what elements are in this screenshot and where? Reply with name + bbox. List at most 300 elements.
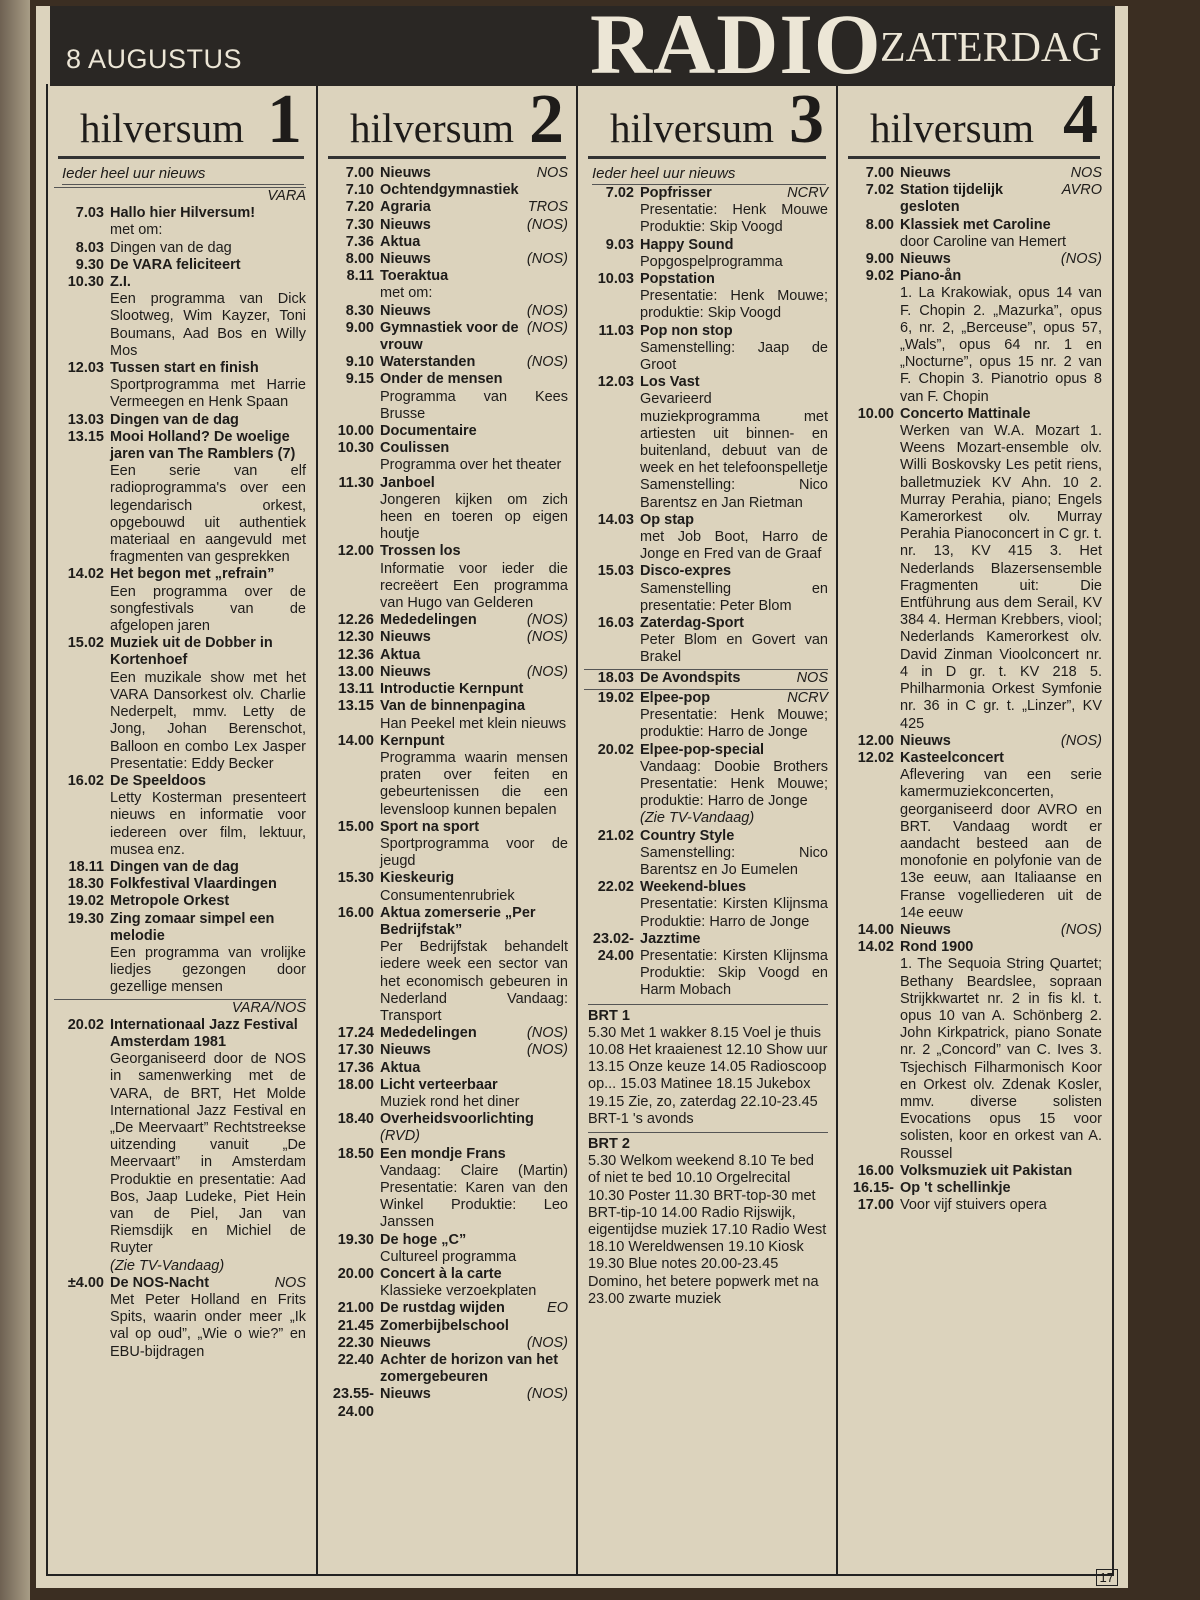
- banner-title: RADIO: [590, 6, 882, 86]
- program-description: Presentatie: Kirsten Klijnsma Produktie: Skip Voogd en Harm Mobach: [640, 947, 828, 999]
- program-title-line: [380, 371, 568, 388]
- program-entry: [324, 165, 568, 182]
- program-title: De Avondspits: [640, 669, 741, 686]
- program-time: 11.03: [598, 322, 634, 339]
- program-time: 13.11: [338, 681, 374, 698]
- program-body: [640, 690, 828, 742]
- broadcaster-tag: (NOS): [526, 251, 568, 268]
- program-time: 7.03: [75, 205, 104, 222]
- program-entry: [324, 1060, 568, 1077]
- program-time: 9.03: [605, 236, 634, 253]
- program-title: Internationaal Jazz Festival Amsterdam 1981: [110, 1016, 298, 1050]
- program-entry: [324, 182, 568, 199]
- program-time: 10.30: [337, 440, 374, 457]
- program-entry: [324, 1077, 568, 1111]
- program-title-line: [380, 320, 568, 354]
- program-body: [110, 205, 306, 239]
- program-title-line: [110, 911, 306, 945]
- program-time: 15.03: [597, 563, 634, 580]
- program-title-line: [110, 360, 306, 377]
- program-title: Gymnastiek voor de vrouw: [380, 319, 519, 354]
- program-time: 12.03: [597, 374, 634, 391]
- program-title-line: [640, 670, 828, 687]
- brt2-text: 5.30 Welkom weekend 8.10 Te bed of niet te bed 10.10 Orgelrecital 10.30 Poster 11.30 BRT-top-30 met BRT-tip-10 14.00 Radio Rijswijk, eigentijdse muziek 17.10 Radio West 18.10 Wereldwensen 19.10 Kiosk 19.30 Blue notes 20.00-23.45 Domino, het betere popwerk met na 23.00 zwarte muziek: [588, 1153, 827, 1307]
- program-time: 9.00: [345, 319, 374, 336]
- program-note: (Zie TV-Vandaag): [110, 1257, 225, 1274]
- program-title: Dingen van de dag: [110, 411, 239, 428]
- program-title: Op stap: [640, 511, 694, 528]
- program-body: [380, 733, 568, 819]
- program-title-line: [900, 165, 1102, 182]
- program-entry: [324, 1300, 568, 1317]
- program-entry: [584, 931, 828, 1000]
- program-body: [640, 615, 828, 667]
- program-title: Achter de horizon van het zomergebeuren: [380, 1352, 559, 1386]
- station-number: 1: [267, 86, 302, 158]
- program-description: Werken van W.A. Mozart 1. Weens Mozart-ensemble olv. Willi Boskovsky Les petit riens, balletmuziek KV Ahn. 10 2. Murray Perahia, piano; Engels Kamerorkest olv. Murray Perahia Pianoconcert in C gr. t. nr. 13, KV 415 3. Het Nederlands Blazersensemble Fragmenten uit: Die Entführung aus dem Serail, KV 384 4. Herman Krebbers, viool; Nederlands Kamerorkest olv. David Zinman Vioolconcert nr. 4 in D gr. t. KV 218 5. Philharmonia Orkest Symfonie nr. 36 in C gr. t. „Linzer”, KV 425: [900, 423, 1102, 732]
- program-description: Met Peter Holland en Frits Spits, waarin onder meer „Ik val op oud”, „Wie o wie?” en EBU-bijdragen: [110, 1292, 306, 1360]
- program-time: 21.02: [597, 827, 634, 844]
- program-title: Kieskeurig: [380, 870, 455, 887]
- program-entry: [324, 1386, 568, 1420]
- program-time: 12.02: [857, 749, 894, 766]
- program-time: 20.02: [597, 741, 634, 758]
- program-title: Het begon met „refrain”: [110, 566, 275, 583]
- program-entry: [844, 182, 1102, 216]
- station-header: [848, 86, 1100, 159]
- program-entry: [584, 689, 828, 742]
- program-title: Mooi Holland? De woelige jaren van The Ramblers (7): [110, 428, 296, 463]
- program-time: 14.00: [337, 732, 374, 749]
- program-time: 7.20: [345, 199, 374, 216]
- program-entry: [54, 1275, 306, 1361]
- program-entry: [54, 274, 306, 360]
- program-time: 16.00: [857, 1162, 894, 1179]
- program-entry: [324, 819, 568, 871]
- program-title: Weekend-blues: [640, 879, 747, 896]
- program-title: Nieuws: [380, 1386, 431, 1403]
- station-name: hilversum: [610, 105, 774, 151]
- program-title: Zing zomaar simpel een melodie: [110, 910, 275, 944]
- program-title-line: [640, 374, 828, 391]
- program-entry: [324, 647, 568, 664]
- program-body: [900, 1180, 1102, 1214]
- program-title: Rond 1900: [900, 939, 974, 956]
- program-body: [110, 1275, 306, 1361]
- program-time: 12.26: [337, 612, 374, 629]
- program-body: [640, 185, 828, 237]
- program-entry: [844, 268, 1102, 406]
- program-title: De NOS-Nacht: [110, 1274, 210, 1291]
- program-body: [380, 199, 568, 216]
- program-body: [110, 1017, 306, 1275]
- program-title: Trossen los: [380, 543, 461, 560]
- program-description: Letty Kosterman presenteert nieuws en informatie voor iedereen over film, lektuur, musea enz.: [110, 790, 306, 858]
- program-entry: [324, 440, 568, 474]
- program-title: Aktua: [380, 646, 421, 663]
- program-title-line: [900, 251, 1102, 268]
- program-entry: [54, 911, 306, 997]
- program-time: 9.30: [75, 256, 104, 273]
- program-title: Documentaire: [380, 423, 477, 440]
- program-description: Programma van Kees Brusse: [380, 388, 568, 422]
- program-time: 10.00: [857, 405, 894, 422]
- program-title: Country Style: [640, 827, 735, 844]
- program-body: [900, 922, 1102, 939]
- program-body: [900, 217, 1102, 251]
- program-description: Vandaag: Doobie Brothers Presentatie: Henk Mouwe; produktie: Harro de Jonge: [640, 758, 828, 810]
- program-title: Elpee-pop-special: [640, 741, 765, 758]
- station-header: [58, 86, 304, 159]
- program-title-line: [380, 1335, 568, 1352]
- program-title-line: [900, 268, 1102, 285]
- program-entry: [54, 1017, 306, 1275]
- broadcaster-tag: (NOS): [526, 629, 568, 646]
- program-body: [640, 670, 828, 687]
- program-body: [380, 475, 568, 544]
- program-title: Z.I.: [110, 274, 131, 291]
- program-title-line: [380, 870, 568, 887]
- station-name: hilversum: [870, 105, 1034, 151]
- station-name: hilversum: [350, 105, 514, 151]
- program-entry: [324, 268, 568, 302]
- program-time: 7.10: [345, 182, 374, 199]
- program-description: Samenstelling en presentatie: Peter Blom: [640, 580, 828, 614]
- program-body: [110, 429, 306, 567]
- program-title-line: [380, 234, 568, 251]
- program-body: [380, 1266, 568, 1300]
- program-description: Informatie voor ieder die recreëert Een programma van Hugo van Gelderen: [380, 560, 568, 612]
- program-title-line: [640, 931, 828, 948]
- program-title: Mededelingen: [380, 612, 477, 629]
- program-entry: [54, 876, 306, 893]
- broadcaster-tag: (NOS): [526, 216, 568, 233]
- adjacent-page-edge: [0, 0, 30, 1600]
- station-number: 4: [1063, 86, 1098, 158]
- program-title: Nieuws: [380, 251, 431, 268]
- program-time: 8.03: [75, 239, 104, 256]
- program-title-line: [640, 271, 828, 288]
- program-title-line: [380, 354, 568, 371]
- program-body: [110, 876, 306, 893]
- program-title: Los Vast: [640, 374, 700, 391]
- program-entry: [324, 905, 568, 1025]
- program-time: 9.10: [345, 354, 374, 371]
- program-entry: [844, 165, 1102, 182]
- program-time: 15.02: [67, 635, 104, 652]
- brt1-block: [588, 1004, 828, 1128]
- program-time: 8.30: [345, 302, 374, 319]
- program-title-line: [380, 681, 568, 698]
- program-time: 12.30: [337, 629, 374, 646]
- program-description: Cultureel programma: [380, 1248, 517, 1265]
- broadcaster-tag: NCRV: [787, 185, 828, 201]
- program-entry: [54, 240, 306, 257]
- program-title: Op 't schellinkje: [900, 1179, 1011, 1196]
- program-title-line: [380, 1232, 568, 1249]
- program-body: [380, 217, 568, 234]
- program-entry: [584, 512, 828, 564]
- program-entry: [584, 374, 828, 512]
- program-title-line: [380, 664, 568, 681]
- program-entry: [324, 371, 568, 423]
- program-title-line: [640, 690, 828, 707]
- broadcaster-tag: EO: [547, 1300, 568, 1317]
- program-entry: [54, 773, 306, 859]
- program-title: Dingen van de dag: [110, 858, 239, 875]
- program-time: 12.36: [337, 646, 374, 663]
- program-title-line: [640, 237, 828, 254]
- program-body: [110, 773, 306, 859]
- program-list: [838, 165, 1110, 1214]
- program-time: 19.30: [337, 1231, 374, 1248]
- program-title: Jazztime: [640, 930, 701, 947]
- program-body: [900, 750, 1102, 922]
- program-title: Concert à la carte: [380, 1266, 502, 1282]
- program-time: 11.30: [338, 474, 374, 491]
- program-body: [110, 859, 306, 876]
- broadcaster-tag: (NOS): [526, 319, 568, 336]
- program-description: Samenstelling: Nico Barentsz en Jo Eumelen: [640, 844, 828, 878]
- program-description: Per Bedrijfstak behandelt iedere week een sector van het economisch gebeuren in Nederland Vandaag: Transport: [380, 939, 568, 1024]
- news-intro: Ieder heel uur nieuws: [62, 165, 304, 185]
- program-entry: [324, 664, 568, 681]
- station-header: [588, 86, 826, 159]
- program-title-line: [380, 612, 568, 629]
- program-description: Peter Blom en Govert van Brakel: [640, 632, 828, 666]
- program-time: 21.00: [337, 1300, 374, 1317]
- program-title: Onder de mensen: [380, 371, 503, 388]
- program-title-line: [380, 698, 568, 715]
- program-note: (Zie TV-Vandaag): [640, 810, 755, 827]
- program-description: Muziek rond het diner: [380, 1093, 520, 1110]
- column-hilversum-3: [576, 86, 836, 1576]
- program-entry: [324, 1335, 568, 1352]
- program-time: 7.02: [605, 185, 634, 201]
- program-title: Aktua zomerserie „Per Bedrijfstak”: [380, 904, 536, 938]
- program-entry: [844, 733, 1102, 750]
- program-time: 16.15-17.00: [852, 1179, 894, 1214]
- program-description: Vandaag: Claire (Martin) Presentatie: Karen van den Winkel Produktie: Leo Janssen: [380, 1162, 568, 1231]
- program-title: Nieuws: [380, 1334, 431, 1351]
- program-entry: [844, 750, 1102, 922]
- program-time: 14.03: [597, 511, 634, 528]
- program-time: 8.11: [346, 268, 374, 285]
- program-entry: [584, 742, 828, 828]
- broadcaster-tag: (NOS): [526, 302, 568, 319]
- program-title-line: [110, 429, 306, 463]
- program-title-line: [110, 274, 306, 291]
- brt2-block: [588, 1132, 828, 1308]
- program-title-line: [380, 440, 568, 457]
- program-title-line: [900, 733, 1102, 750]
- program-title: Elpee-pop: [640, 689, 711, 706]
- program-body: [900, 165, 1102, 182]
- program-entry: [54, 412, 306, 429]
- program-title-line: [900, 182, 1102, 216]
- program-body: [900, 268, 1102, 406]
- program-body: [380, 905, 568, 1025]
- program-description: Presentatie: Henk Mouwe; produktie: Skip Voogd: [640, 288, 828, 322]
- program-body: [110, 566, 306, 635]
- program-time: 18.40: [337, 1111, 374, 1128]
- program-entry: [584, 237, 828, 271]
- broadcaster-label: VARA/NOS: [54, 999, 306, 1017]
- program-time: 14.02: [67, 566, 104, 583]
- program-title-line: [110, 876, 306, 893]
- program-title-line: [900, 1163, 1102, 1180]
- program-title-line: [380, 1060, 568, 1077]
- program-title-line: [110, 773, 306, 790]
- program-title: Overheidsvoorlichting: [380, 1111, 534, 1128]
- program-description: Een muzikale show met het VARA Dansorkest olv. Charlie Nederpelt, mmv. Letty de Jong, Johan Berenschot, Balloon en combo Lex Jasper Presentatie: Eddy Becker: [110, 669, 306, 772]
- program-entry: [54, 429, 306, 567]
- program-body: [110, 893, 306, 910]
- program-entry: [324, 1318, 568, 1335]
- program-body: [640, 323, 828, 375]
- program-title-line: [380, 1025, 568, 1042]
- program-description: 1. The Sequoia String Quartet; Bethany Beardslee, sopraan Strijkkwartet nr. 2 in fis kl. t. opus 10 van A. Schönberg 2. John Kirkpatrick, piano Sonate nr. 2 „Concord” van C. Ives 3. Tsjechisch Filharmonisch Koor en Orkest olv. Zdenak Kosler, mmv. diverse solisten Evocations opus 15 voor solisten, koor en orkest van A. Roussel: [900, 956, 1102, 1162]
- broadcaster-tag: TROS: [527, 199, 568, 216]
- program-description: 1. La Krakowiak, opus 14 van F. Chopin 2. „Mazurka”, opus 6, nr. 2, „Berceuse”, opus 57, „Wals”, opus 64 nr. 1 en „Nocturne”, opus 15 nr. 2 van F. Chopin 3. Pianotrio opus 8 van F. Chopin: [900, 285, 1102, 405]
- program-description: Presentatie: Kirsten Klijnsma Produktie: Harro de Jonge: [640, 896, 828, 930]
- program-time: 20.00: [337, 1266, 374, 1282]
- program-time: 10.30: [67, 274, 104, 291]
- program-body: [380, 1232, 568, 1266]
- broadcaster-separator: [54, 185, 306, 205]
- program-title: Licht verteerbaar: [380, 1076, 498, 1093]
- program-time: 9.02: [865, 268, 894, 285]
- program-title-line: [640, 323, 828, 340]
- program-title-line: [380, 423, 568, 440]
- program-entry: [844, 922, 1102, 939]
- program-entry: [324, 1111, 568, 1145]
- program-body: [900, 182, 1102, 216]
- program-description: Sportprogramma met Harrie Vermeegen en Henk Spaan: [110, 377, 306, 411]
- program-body: [380, 1025, 568, 1042]
- program-entry: [844, 1163, 1102, 1180]
- program-body: [380, 870, 568, 904]
- program-time: 21.45: [337, 1317, 374, 1334]
- program-entry: [54, 205, 306, 239]
- program-title-line: [380, 1386, 568, 1403]
- program-title: Waterstanden: [380, 354, 476, 371]
- program-entry: [324, 475, 568, 544]
- news-intro: Ieder heel uur nieuws: [592, 165, 826, 185]
- program-time: 13.15: [337, 698, 374, 715]
- program-entry: [584, 271, 828, 323]
- program-title: Nieuws: [380, 663, 431, 680]
- program-title-line: [640, 742, 828, 759]
- broadcaster-tag: (NOS): [526, 1386, 568, 1403]
- program-entry: [844, 939, 1102, 1163]
- program-entry: [324, 629, 568, 646]
- broadcaster-tag: NCRV: [787, 689, 828, 706]
- program-title-line: [110, 893, 306, 910]
- program-title: Nieuws: [900, 921, 951, 938]
- program-title: Agraria: [380, 199, 431, 216]
- program-title: Kasteelconcert: [900, 749, 1004, 766]
- program-time: 22.30: [337, 1334, 374, 1351]
- program-title-line: [380, 1146, 568, 1163]
- program-entry: [324, 733, 568, 819]
- program-description: Han Peekel met klein nieuws: [380, 715, 567, 732]
- broadcaster-tag: (NOS): [1060, 732, 1102, 749]
- program-title: Volksmuziek uit Pakistan: [900, 1162, 1073, 1179]
- program-title-line: [380, 1111, 568, 1128]
- program-title-line: [380, 251, 568, 268]
- program-description: Georganiseerd door de NOS in samenwerking met de VARA, de BRT, Het Molde International Jazz Festival en „De Meervaart” Rechtstreekse uitzending vanuit „De Meervaart” in Amsterdam Produktie en presentatie: Aad Bos, Jaap Ludeke, Piet Hein van de Piel, Jan van Riemsdijk en Michiel de Ruyter: [110, 1051, 306, 1257]
- program-body: [380, 371, 568, 423]
- program-title: Toeraktua: [380, 268, 449, 285]
- program-title: Piano-ån: [900, 268, 962, 285]
- program-body: [110, 257, 306, 274]
- program-time: 9.15: [345, 371, 374, 388]
- program-entry: [324, 1232, 568, 1266]
- program-description: Een programma over de songfestivals van de afgelopen jaren: [110, 583, 306, 635]
- program-title: Disco-expres: [640, 563, 732, 580]
- program-title: Nieuws: [380, 216, 431, 233]
- program-title-line: [380, 1266, 568, 1283]
- program-body: [380, 423, 568, 440]
- program-body: [640, 879, 828, 931]
- program-body: [110, 911, 306, 997]
- program-body: [640, 512, 828, 564]
- program-title-line: [380, 303, 568, 320]
- program-time: 9.00: [865, 251, 894, 268]
- column-hilversum-2: [316, 86, 576, 1576]
- program-time: 12.00: [337, 543, 374, 560]
- program-description: Consumentenrubriek: [380, 887, 515, 904]
- program-title: Nieuws: [380, 165, 431, 181]
- program-body: [380, 698, 568, 732]
- program-title: De hoge „C”: [380, 1231, 467, 1248]
- program-title: Coulissen: [380, 440, 450, 457]
- program-entry: [844, 251, 1102, 268]
- program-entry: [324, 870, 568, 904]
- program-title: Station tijdelijk gesloten: [900, 182, 1004, 216]
- program-list: [318, 165, 576, 1421]
- program-description: door Caroline van Hemert: [900, 233, 1067, 250]
- program-title: De rustdag wijden: [380, 1300, 505, 1317]
- program-title-line: [380, 629, 568, 646]
- program-title: Muziek uit de Dobber in Kortenhoef: [110, 635, 273, 669]
- program-entry: [54, 893, 306, 910]
- broadcaster-tag: (NOS): [526, 1042, 568, 1059]
- program-title: Sport na sport: [380, 818, 480, 835]
- program-time: 18.11: [68, 858, 104, 875]
- program-title: Popfrisser: [640, 185, 712, 201]
- broadcaster-label: VARA: [54, 187, 306, 205]
- program-body: [380, 251, 568, 268]
- broadcaster-tag: NOS: [274, 1274, 306, 1291]
- program-body: [900, 1163, 1102, 1180]
- program-title-line: [640, 879, 828, 896]
- program-entry: [324, 303, 568, 320]
- program-description: Samenstelling: Jaap de Groot: [640, 339, 828, 374]
- program-title-line: [110, 205, 306, 222]
- program-entry: [584, 323, 828, 375]
- program-body: [380, 1146, 568, 1232]
- station-name: hilversum: [80, 105, 244, 151]
- program-time: 12.03: [67, 360, 104, 377]
- program-body: [900, 733, 1102, 750]
- program-title: Happy Sound: [640, 236, 734, 253]
- program-entry: [584, 669, 828, 687]
- program-title-line: [640, 563, 828, 580]
- broadcaster-tag: (NOS): [1060, 251, 1102, 268]
- program-title-line: [380, 733, 568, 750]
